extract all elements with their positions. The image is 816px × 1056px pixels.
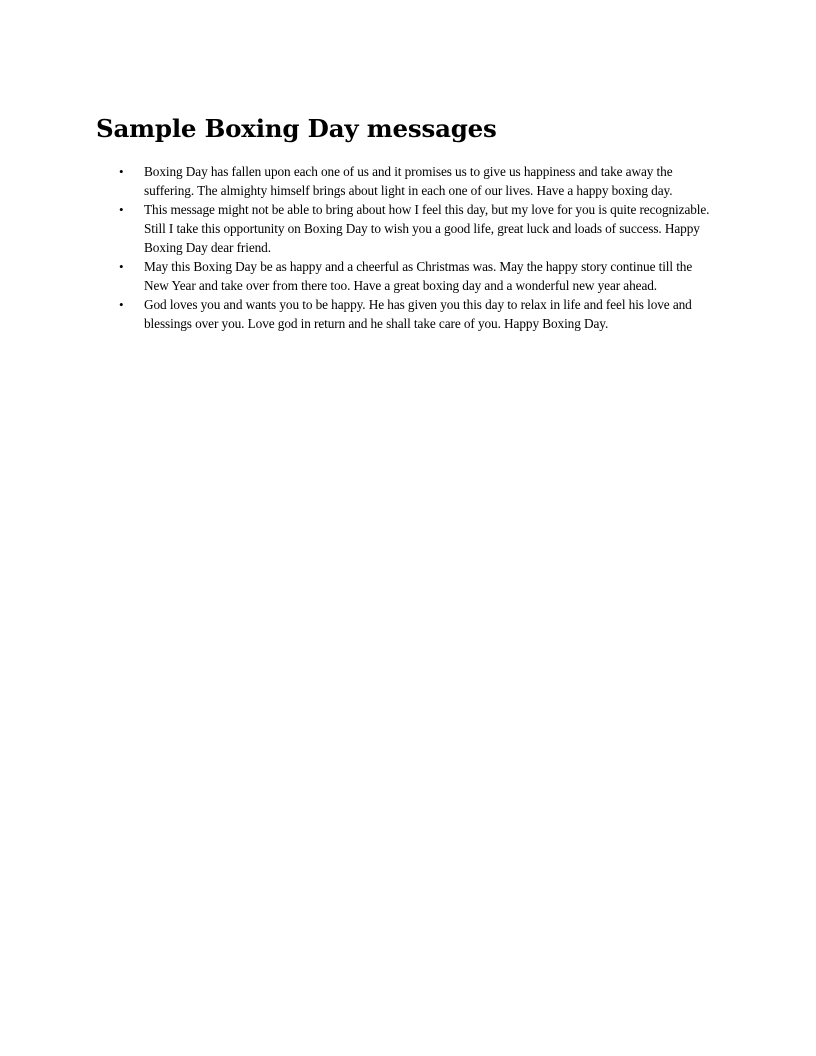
list-item [96,200,720,257]
message-list [96,162,720,333]
page-title: Sample Boxing Day messages [96,114,497,143]
list-item [96,257,720,295]
bullet-icon: • [119,297,124,312]
list-item [96,295,720,333]
message-text: This message might not be able to bring about how I feel this day, but my love for you is quite recognizable. Still I take this opportunity on Boxing Day to wish you a good life, great luck and loads of success. Happy Boxing Day dear friend. [144,202,710,255]
message-text: May this Boxing Day be as happy and a cheerful as Christmas was. May the happy story continue till the New Year and take over from there too. Have a great boxing day and a wonderful new year ahead. [144,259,693,293]
bullet-icon: • [119,259,124,274]
bullet-icon: • [119,164,124,179]
bullet-icon: • [119,202,124,217]
message-text: Boxing Day has fallen upon each one of us and it promises us to give us happiness and take away the suffering. The almighty himself brings about light in each one of our lives. Have a happy boxing day. [144,164,673,198]
message-text: God loves you and wants you to be happy. He has given you this day to relax in life and feel his love and blessings over you. Love god in return and he shall take care of you. Happy Boxing Day. [144,297,692,331]
document-body [96,112,720,333]
list-item [96,162,720,200]
